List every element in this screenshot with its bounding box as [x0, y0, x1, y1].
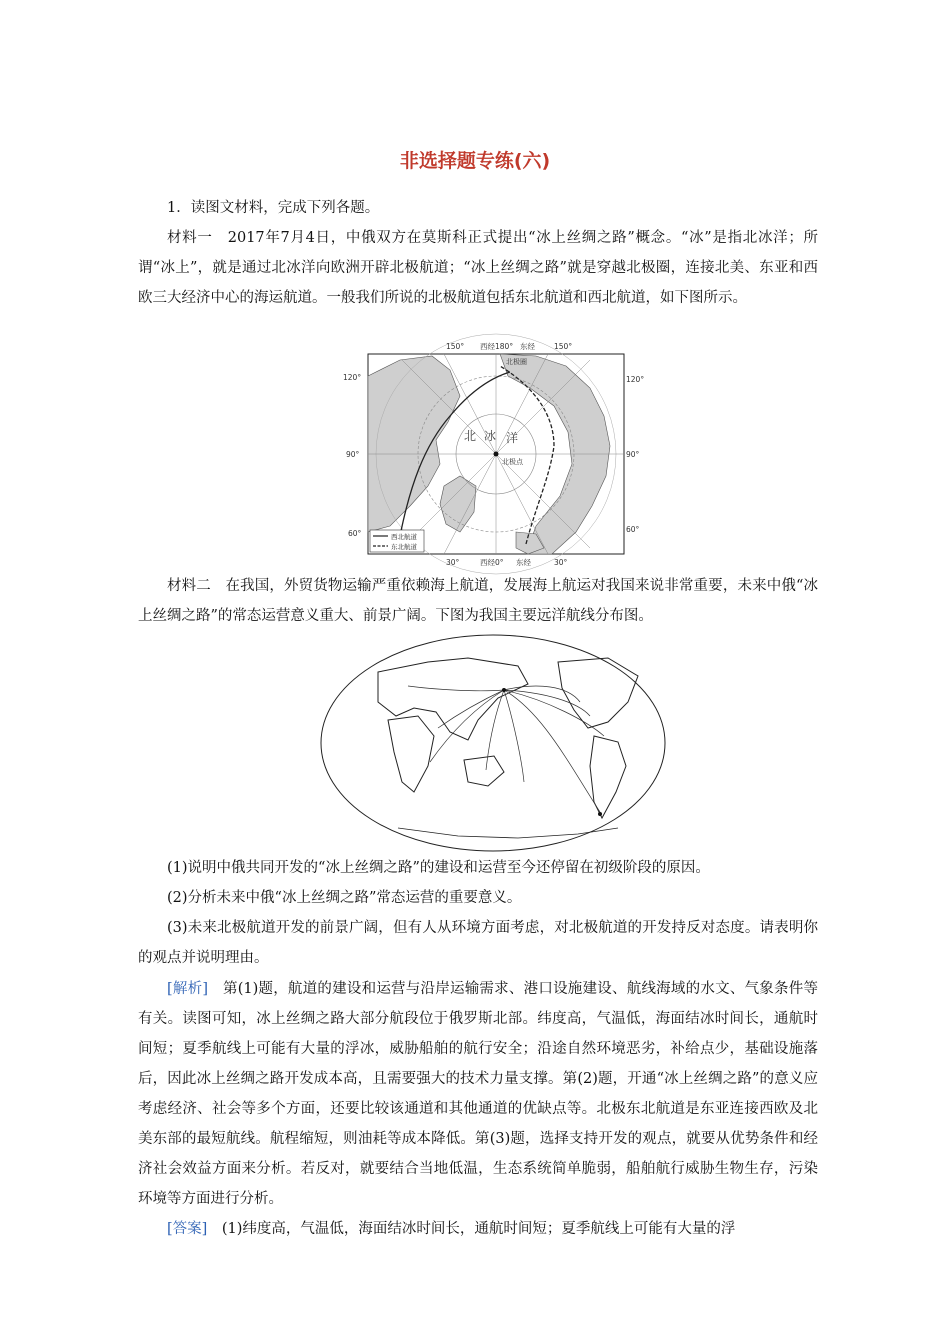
map-outline [321, 635, 665, 851]
lon-label-top-1: 150° [446, 342, 465, 351]
arctic-circle-label: 北极圈 [506, 358, 527, 366]
lat-label-left-2: 90° [346, 450, 360, 459]
material1-block [138, 193, 818, 313]
legend-northeast-label: 东北航道 [391, 543, 417, 551]
lon-label-top-3: 东经 [520, 342, 535, 351]
analysis-paragraph [138, 974, 818, 1214]
lon-label-bottom-4: 30° [554, 558, 568, 567]
lon-label-top-2: 西经180° [480, 342, 514, 351]
material2-block [138, 571, 818, 631]
answer-text: (1)纬度高，气温低，海面结冰时间长，通航时间短；夏季航线上可能有大量的浮 [207, 1221, 736, 1237]
north-pole-marker [494, 452, 499, 457]
answer-tag: [答案] [167, 1221, 208, 1237]
analysis-text: 第(1)题，航道的建设和运营与沿岸运输需求、港口设施建设、航线海域的水文、气象条件等有关。读图可知，冰上丝绸之路大部分航段位于俄罗斯北部。纬度高，气温低，海面结冰时间长，通航时间短；夏季航线上可能有大量的浮冰，威胁船舶的航行安全；沿途自然环境恶劣，补给点少，基础设施落后，因此冰上丝绸之路开发成本高，且需要强大的技术力量支撑。第(2)题，开通“冰上丝绸之路”的意义应考虑经济、社会等多个方面，还要比较该通道和其他通道的优缺点等。北极东北航道是东亚连接西欧及北美东部的最短航线。航程缩短，则油耗等成本降低。第(3)题，选择支持开发的观点，就要从优势条件和经济社会效益方面来分析。若反对，就要结合当地低温，生态系统简单脆弱，船舶航行威胁生物生存，污染环境等方面进行分析。 [138, 981, 818, 1207]
question-3: (3)未来北极航道开发的前景广阔，但有人从环境方面考虑，对北极航道的开发持反对态度。请表明你的观点并说明理由。 [138, 920, 818, 966]
lat-label-left-3: 60° [348, 529, 362, 538]
arctic-routes-map [340, 336, 645, 568]
lat-label-left-1: 120° [343, 373, 362, 382]
analysis-tag: [解析] [167, 981, 209, 997]
answer-paragraph [138, 1214, 818, 1244]
legend-northwest-label: 西北航道 [391, 533, 417, 541]
question-1: (1)说明中俄共同开发的“冰上丝绸之路”的建设和运营至今还停留在初级阶段的原因。 [167, 860, 710, 876]
china-port-marker [502, 688, 506, 692]
page-title: 非选择题专练(六) [399, 150, 551, 172]
material2-text: 材料二 在我国，外贸货物运输严重依赖海上航道，发展海上航运对我国来说非常重要，未来中俄“冰上丝绸之路”的常态运营意义重大、前景广阔。下图为我国主要远洋航线分布图。 [138, 578, 818, 624]
world-shipping-routes-map [318, 632, 668, 854]
world-map-svg [318, 632, 668, 854]
lon-label-top-4: 150° [554, 342, 573, 351]
arctic-map-svg [340, 336, 645, 568]
lat-label-right-1: 120° [626, 375, 645, 384]
lat-label-right-3: 60° [626, 525, 640, 534]
lon-label-bottom-1: 30° [446, 558, 460, 567]
ocean-label-1: 北 [464, 429, 477, 443]
south-america-port-marker [598, 812, 602, 816]
question-intro: 1．读图文材料，完成下列各题。 [167, 200, 380, 216]
north-pole-label: 北极点 [502, 458, 523, 466]
ocean-label-2: 冰 [484, 429, 497, 443]
questions-block [138, 853, 818, 973]
lat-label-right-2: 90° [626, 450, 640, 459]
ocean-label-3: 洋 [506, 431, 519, 445]
question-2: (2)分析未来中俄“冰上丝绸之路”常态运营的重要意义。 [167, 890, 522, 906]
analysis-block [138, 974, 818, 1244]
material1-text: 材料一 2017年7月4日，中俄双方在莫斯科正式提出“冰上丝绸之路”概念。“冰”是指北冰洋；所谓“冰上”，就是通过北冰洋向欧洲开辟北极航道；“冰上丝绸之路”就是穿越北极圈，连接北美、东亚和西欧三大经济中心的海运航道。一般我们所说的北极航道包括东北航道和西北航道，如下图所示。 [138, 230, 818, 306]
lon-label-bottom-2: 西经0° [480, 558, 504, 567]
lon-label-bottom-3: 东经 [516, 558, 531, 567]
